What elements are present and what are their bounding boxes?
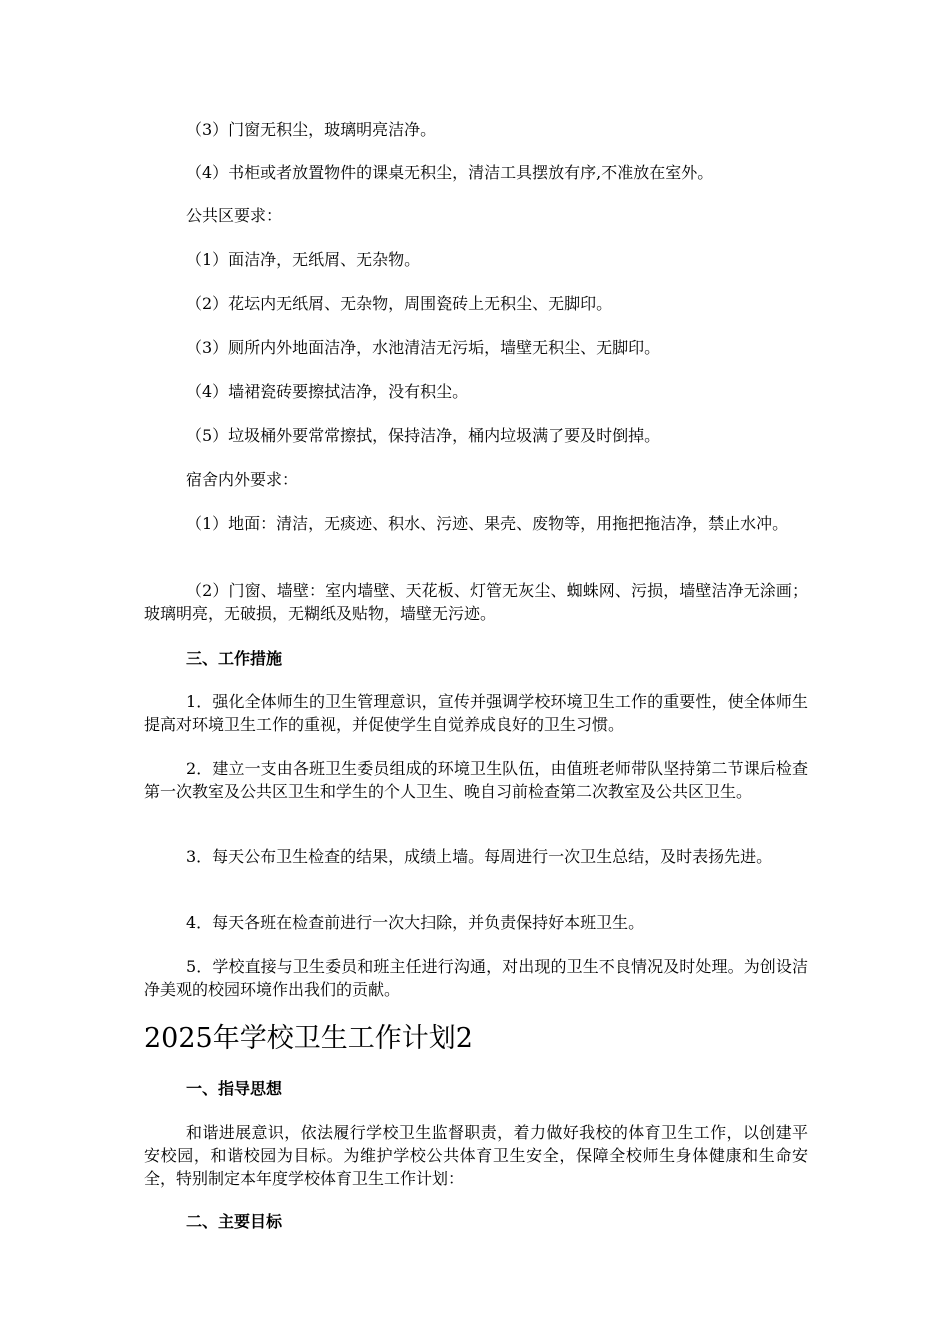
public-area-item-3: （3）厕所内外地面洁净，水池清洁无污垢，墙壁无积尘、无脚印。	[186, 338, 661, 357]
measure-item-3: 3．每天公布卫生检查的结果，成绩上墙。每周进行一次卫生总结，及时表扬先进。	[186, 847, 773, 866]
goals-heading: 二、主要目标	[186, 1212, 283, 1231]
plan-2-title: 2025年学校卫生工作计划2	[144, 1023, 473, 1054]
measure-item-5: 5．学校直接与卫生委员和班主任进行沟通，对出现的卫生不良情况及时处理。为创设洁净美观的校园环境作出我们的贡献。	[144, 957, 808, 999]
public-area-item-2: （2）花坛内无纸屑、无杂物，周围瓷砖上无积尘、无脚印。	[186, 294, 613, 313]
public-area-item-1: （1）面洁净，无纸屑、无杂物。	[186, 250, 421, 269]
measure-item-4: 4．每天各班在检查前进行一次大扫除，并负责保持好本班卫生。	[186, 913, 645, 932]
classroom-item-4: （4）书柜或者放置物件的课桌无积尘，清洁工具摆放有序,不准放在室外。	[186, 163, 714, 182]
dorm-title: 宿舍内外要求：	[186, 470, 299, 489]
guiding-paragraph: 和谐进展意识，依法履行学校卫生监督职责，着力做好我校的体育卫生工作，以创建平安校园，和谐校园为目标。为维护学校公共体育卫生安全，保障全校师生身体健康和生命安全，特别制定本年度学校体育卫生工作计划：	[144, 1123, 808, 1188]
public-area-item-4: （4）墙裙瓷砖要擦拭洁净，没有积尘。	[186, 382, 469, 401]
measure-item-1: 1．强化全体师生的卫生管理意识，宣传并强调学校环境卫生工作的重要性，使全体师生提高对环境卫生工作的重视，并促使学生自觉养成良好的卫生习惯。	[144, 692, 808, 734]
measures-heading: 三、工作措施	[186, 649, 283, 668]
public-area-title: 公共区要求：	[186, 206, 283, 225]
guiding-heading: 一、指导思想	[186, 1079, 283, 1098]
public-area-item-5: （5）垃圾桶外要常常擦拭，保持洁净，桶内垃圾满了要及时倒掉。	[186, 426, 661, 445]
dorm-item-2: （2）门窗、墙壁：室内墙壁、天花板、灯管无灰尘、蜘蛛网、污损，墙壁洁净无涂画；玻璃明亮，无破损，无糊纸及贴物，墙壁无污迹。	[144, 581, 808, 623]
dorm-item-1: （1）地面：清洁，无痰迹、积水、污迹、果壳、废物等，用拖把拖洁净，禁止水冲。	[186, 514, 789, 533]
measure-item-2: 2．建立一支由各班卫生委员组成的环境卫生队伍，由值班老师带队坚持第二节课后检查第一次教室及公共区卫生和学生的个人卫生、晚自习前检查第二次教室及公共区卫生。	[144, 759, 808, 801]
classroom-item-3: （3）门窗无积尘，玻璃明亮洁净。	[186, 120, 437, 139]
